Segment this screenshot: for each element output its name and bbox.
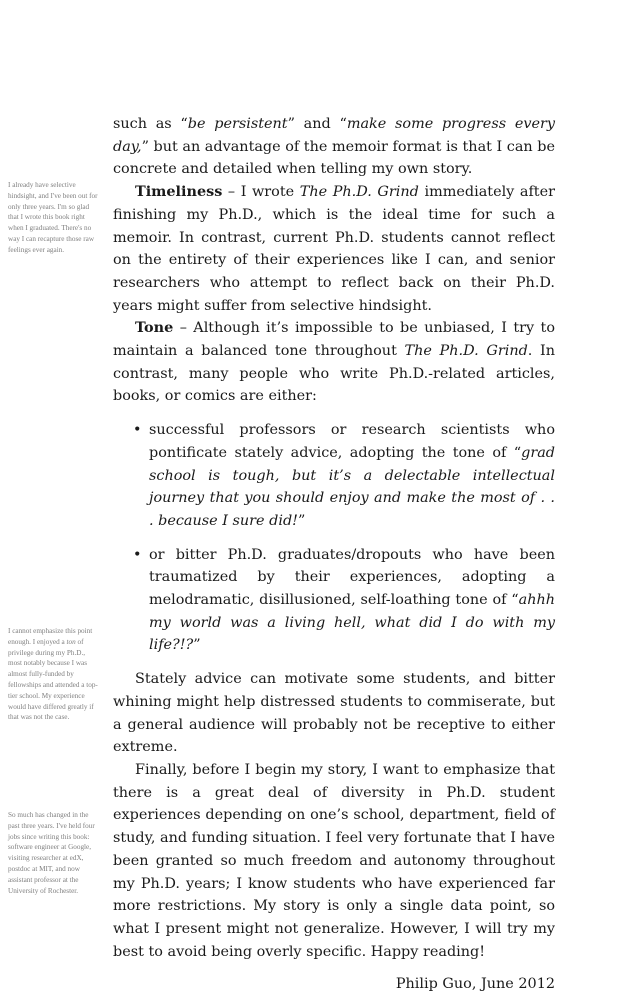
timeliness-paragraph — [113, 181, 555, 317]
intro-text-3: ” but an advantage of the memoir format is that I can be concrete and detailed when telling my own story. — [113, 138, 555, 178]
timeliness-text-1: – I wrote — [222, 184, 300, 201]
bullet-item-quote: ahhh my world was a living hell, what did I do with my life?!? — [149, 592, 555, 654]
margin-note-privilege-text-2: of privilege during my Ph.D., most notably because I was almost fully-funded by fellowships and attended a top-tier school. My experience would have differed greatly if that was not the case. — [8, 637, 98, 722]
margin-note-privilege-text-1: I cannot emphasize this point enough. I enjoyed a — [8, 627, 93, 646]
finally-paragraph: Finally, before I begin my story, I want to emphasize that there is a great deal of diversity in Ph.D. student experiences depending on one’s school, department, field of study, and funding situation. I feel very fortunate that I have been granted so much freedom and autonomy throughout my Ph.D. years; I know students who have experienced far more restrictions. My story is only a single data point, so what I present might not generalize. However, I will try my best to avoid being overly specific. Happy reading! — [113, 761, 555, 960]
margin-note-jobs: So much has changed in the past three years. I've held four jobs since writing this book: software engineer at Google, visiting researcher at edX, postdoc at MIT, and now assistant professor at the University of Rochester. — [8, 811, 95, 895]
intro-text-1: such as “ — [113, 116, 188, 132]
bullet-item-quote-end: ” — [297, 512, 306, 529]
signature: Philip Guo, June 2012 — [395, 976, 555, 993]
intro-paragraph — [113, 113, 555, 181]
bullet-list — [113, 419, 555, 657]
timeliness-text-2: immediately after finishing my Ph.D., which is the ideal time for such a memoir. In contrast, current Ph.D. students cannot reflect on the entirety of their experiences like I can, and senior researchers who attempt to reflect back on their Ph.D. years might suffer from selective hindsight. — [113, 184, 555, 314]
bullet-item-bitter-graduates — [149, 544, 555, 658]
margin-note-hindsight: I already have selective hindsight, and I've been out for only three years. I'm so glad that I wrote this book right when I graduated. There's no way I can recapture those raw feelings ever again. — [8, 181, 98, 254]
tone-text-2: . In contrast, many people who write Ph.D.-related articles, books, or comics are either: — [113, 343, 555, 405]
bullet-item-text: successful professors or research scientists who pontificate stately advice, adopting the tone of “ — [149, 422, 555, 461]
tone-paragraph — [113, 317, 555, 408]
intro-quote-persistent: be persistent — [187, 116, 288, 132]
tone-text-1: – Although it’s impossible to be unbiased, I try to maintain a balanced tone throughout — [113, 320, 555, 360]
main-text-column — [113, 113, 555, 996]
bullet-item-professors — [149, 419, 555, 533]
bullet-item-text: or bitter Ph.D. graduates/dropouts who have been traumatized by their experiences, adopting a melodramatic, disillusioned, self-loathing tone of “ — [149, 546, 555, 609]
timeliness-heading: Timeliness — [135, 183, 223, 201]
book-title: The Ph.D. Grind — [299, 184, 419, 201]
intro-text-2: ” and “ — [287, 116, 347, 132]
margin-note-privilege-emphasis: ton — [66, 637, 76, 646]
intro-quote-progress: make some progress every day, — [113, 116, 556, 155]
bullet-item-quote: grad school is tough, but it’s a delectable intellectual journey that you should enjoy and make the most of . . . because I sure did! — [149, 444, 555, 529]
margin-note-privilege — [8, 626, 100, 723]
stately-advice-paragraph: Stately advice can motivate some students, and bitter whining might help distressed students to commiserate, but a general audience will probably not be receptive to either extreme. — [113, 671, 555, 756]
book-title: The Ph.D. Grind — [404, 343, 528, 360]
bullet-item-quote-end: ” — [193, 637, 201, 654]
tone-heading: Tone — [135, 319, 174, 337]
